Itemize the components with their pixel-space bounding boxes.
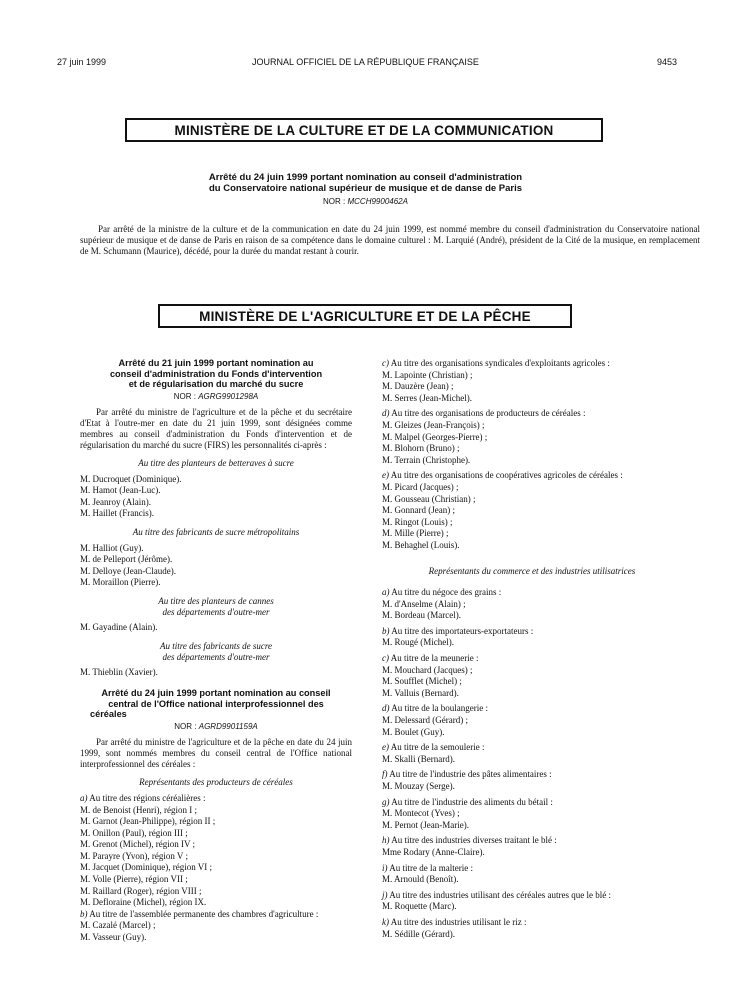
list-item: M. d'Anselme (Alain) ; [382, 598, 466, 609]
firs-group-heading: Au titre des fabricants de sucre métropolitains [132, 527, 300, 538]
left-column [80, 358, 352, 944]
onic-section-c-label [382, 358, 682, 370]
header-date: 27 juin 1999 [57, 57, 107, 67]
section-text: Au titre de la semoulerie : [390, 742, 485, 753]
list-item: M. Parayre (Yvon), région V ; [80, 850, 188, 861]
onic-title-line-3: céréales [90, 709, 127, 720]
commerce-section-label [382, 626, 682, 638]
section-text: Au titre de l'industrie des aliments du bétail : [391, 796, 553, 807]
firs-arrete-title [80, 358, 352, 390]
list-item: M. Lapointe (Christian) ; [382, 369, 473, 380]
commerce-section-label [382, 917, 682, 929]
onic-section-b-label [80, 909, 352, 921]
ministry-agriculture-banner: MINISTÈRE DE L'AGRICULTURE ET DE LA PÊCHE [158, 304, 572, 328]
commerce-section-label [382, 742, 682, 754]
list-item: M. Boulet (Guy). [382, 726, 445, 737]
section-letter: g) [382, 796, 390, 807]
list-item: M. Raillard (Roger), région VIII ; [80, 885, 202, 896]
list-item: M. Terrain (Christophe). [382, 454, 471, 465]
section-letter: j) [382, 889, 388, 900]
firs-title-line-3: et de régularisation du marché du sucre [128, 379, 304, 389]
onic-commerce-heading: Représentants du commerce et des industries utilisatrices [428, 565, 636, 576]
commerce-section-label [382, 863, 682, 875]
section-letter: a) [80, 792, 88, 803]
firs-title-line-2: conseil d'administration du Fonds d'intervention [109, 368, 323, 379]
list-item: M. Pernot (Jean-Marie). [382, 819, 469, 830]
section-letter: e) [382, 742, 389, 753]
list-item: M. Defloraine (Michel), région IX. [80, 897, 207, 908]
commerce-section-label [382, 703, 682, 715]
section-text: Au titre de la boulangerie : [391, 703, 488, 714]
list-item: M. Mouchard (Jacques) ; [382, 664, 473, 675]
list-item: M. Cazalé (Marcel) ; [80, 920, 156, 931]
section-letter: a) [382, 587, 390, 598]
list-item: M. Blohorn (Bruno) ; [382, 443, 460, 454]
culture-nor [0, 197, 731, 206]
onic-title-line-1: Arrêté du 24 juin 1999 portant nomination au conseil [101, 688, 331, 699]
list-item: M. Ringot (Louis) ; [382, 516, 453, 527]
section-letter: d) [382, 408, 390, 419]
section-text: Au titre des régions céréalières : [89, 792, 206, 803]
firs-nor-code: AGRG9901298A [198, 391, 259, 401]
commerce-section-label [382, 797, 682, 809]
culture-title-line-1: Arrêté du 24 juin 1999 portant nomination au conseil d'administration [208, 172, 523, 183]
list-item: M. Mille (Pierre) ; [382, 528, 449, 539]
commerce-section-label [382, 587, 682, 599]
ministry-culture-banner: MINISTÈRE DE LA CULTURE ET DE LA COMMUNICATION [125, 118, 603, 142]
firs-group-heading-line: Au titre des planteurs de cannes [158, 596, 274, 607]
list-item: M. de Benoist (Henri), région I ; [80, 804, 197, 815]
list-item: M. Gleizes (Jean-François) ; [382, 419, 485, 430]
onic-arrete-title [80, 688, 352, 720]
firs-nor-label: NOR : [173, 391, 196, 401]
onic-producers-heading: Représentants des producteurs de céréales [139, 777, 293, 788]
culture-nor-code: MCCH9900462A [347, 197, 408, 206]
list-item: M. Delloye (Jean-Claude). [80, 565, 176, 576]
list-item: M. Arnould (Benoît). [382, 874, 459, 885]
list-item: M. Grenot (Michel), région IV ; [80, 839, 196, 850]
list-item: M. Behaghel (Louis). [382, 539, 460, 550]
list-item: M. Vasseur (Guy). [80, 932, 147, 943]
list-item: M. Serres (Jean-Michel). [382, 392, 472, 403]
onic-commerce-list [382, 587, 682, 940]
list-item: M. Dauzère (Jean) ; [382, 381, 454, 392]
list-item: M. Mouzay (Serge). [382, 781, 455, 791]
onic-title-line-2: central de l'Office national interprofessionnel des [108, 698, 324, 709]
list-item: M. Moraillon (Pierre). [80, 577, 161, 588]
onic-section-a-label [80, 793, 352, 805]
header-journal-title: JOURNAL OFFICIEL DE LA RÉPUBLIQUE FRANÇAISE [252, 57, 479, 67]
section-letter: k) [382, 916, 389, 927]
commerce-section-label [382, 653, 682, 665]
section-text: Au titre des importateurs-exportateurs : [391, 625, 534, 636]
onic-section-e-label [382, 470, 682, 482]
list-item: Mme Rodary (Anne-Claire). [382, 846, 485, 857]
onic-nor-label: NOR : [174, 721, 197, 731]
firs-group-heading [80, 641, 352, 663]
section-letter: h) [382, 835, 390, 846]
section-text: Au titre du négoce des grains : [391, 587, 502, 598]
list-item: M. Volle (Pierre), région VII ; [80, 874, 188, 885]
section-text: Au titre de la malterie : [389, 862, 473, 873]
list-item: M. Jeanroy (Alain). [80, 496, 151, 507]
list-item: M. Onillon (Paul), région III ; [80, 827, 188, 838]
list-item: M. Rougé (Michel). [382, 637, 454, 648]
section-text: Au titre des industries utilisant des céréales autres que le blé : [389, 889, 611, 900]
firs-group-heading-line: des départements d'outre-mer [162, 651, 270, 662]
section-letter: c) [382, 653, 389, 664]
right-column [382, 358, 682, 940]
list-item: M. Roquette (Marc). [382, 901, 457, 912]
culture-nor-label: NOR : [323, 197, 346, 206]
section-text: Au titre de l'industrie des pâtes alimentaires : [389, 769, 552, 780]
section-text: Au titre des organisations de coopératives agricoles de céréales : [390, 470, 623, 481]
section-letter: b) [382, 625, 390, 636]
section-letter: b) [80, 908, 88, 919]
section-text: Au titre des organisations syndicales d'exploitants agricoles : [390, 358, 610, 368]
culture-body: Par arrêté de la ministre de la culture et de la communication en date du 24 juin 1999, est nommé membre du conseil d'administration du Conservatoire national supérieur de musique et de danse de Paris en raison de sa compétence dans le domaine culturel : M. Larquié (André), président de la Cité de la musique, en remplacement de M. Schumann (Maurice), décédé, pour la durée du mandat restant à courir. [80, 224, 700, 256]
list-item: M. Malpel (Georges-Pierre) ; [382, 431, 488, 442]
header-page-number: 9453 [656, 57, 677, 67]
list-item: M. Garnot (Jean-Philippe), région II ; [80, 816, 216, 827]
list-item: M. Ducroquet (Dominique). [80, 473, 182, 484]
firs-group-heading [80, 596, 352, 618]
culture-arrete-title [0, 172, 731, 194]
list-item: M. de Pelleport (Jérôme). [80, 554, 173, 565]
list-item: M. Bordeau (Marcel). [382, 610, 461, 621]
commerce-section-label [382, 890, 682, 902]
firs-group-heading-line: Au titre des fabricants de sucre [159, 640, 273, 651]
firs-group-heading: Au titre des planteurs de betteraves à sucre [138, 458, 294, 469]
list-item: M. Soufflet (Michel) ; [382, 676, 462, 687]
firs-title-line-1: Arrêté du 21 juin 1999 portant nomination au [118, 358, 314, 368]
onic-body: Par arrêté du ministre de l'agriculture et de la pêche en date du 24 juin 1999, sont nommés membres du conseil central de l'Office national interprofessionnel des céréales : [80, 737, 352, 770]
commerce-section-label [382, 835, 682, 847]
section-letter: d) [382, 703, 390, 714]
firs-body: Par arrêté du ministre de l'agriculture et de la pêche et du secrétaire d'Etat à l'outre-mer en date du 21 juin 1999, sont désignées comme membres au conseil d'administration du Fonds d'intervention et de régularisation du marché du sucre (FIRS) les personnalités ci-après : [80, 407, 352, 451]
culture-title-line-2: du Conservatoire national supérieur de musique et de danse de Paris [208, 183, 523, 194]
list-item: M. Delessard (Gérard) ; [382, 715, 468, 726]
section-text: Au titre de l'assemblée permanente des chambres d'agriculture : [89, 908, 319, 919]
list-item: M. Jacquet (Dominique), région VI ; [80, 862, 213, 873]
section-text: Au titre de la meunerie : [390, 653, 479, 664]
section-text: Au titre des industries utilisant le riz : [390, 916, 527, 927]
list-item: M. Gousseau (Christian) ; [382, 493, 476, 504]
list-item: M. Gonnard (Jean) ; [382, 505, 455, 516]
firs-nor [80, 391, 352, 403]
onic-nor-code: AGRD9901159A [198, 721, 258, 731]
list-item: M. Montecot (Yves) ; [382, 808, 460, 819]
commerce-section-label [382, 769, 682, 781]
section-letter: c) [382, 358, 389, 368]
section-letter: i) [382, 862, 388, 873]
onic-nor [80, 721, 352, 733]
list-item: M. Halliot (Guy). [80, 542, 144, 553]
list-item: M. Haillet (Francis). [80, 508, 154, 519]
firs-group-heading-line: des départements d'outre-mer [162, 607, 270, 618]
list-item: M. Thieblin (Xavier). [80, 666, 158, 677]
list-item: M. Skalli (Bernard). [382, 753, 455, 764]
list-item: M. Sédille (Gérard). [382, 928, 455, 939]
section-text: Au titre des industries diverses traitant le blé : [391, 835, 557, 846]
list-item: M. Gayadine (Alain). [80, 622, 158, 633]
section-text: Au titre des organisations de producteurs de céréales : [391, 408, 586, 419]
section-letter: e) [382, 470, 389, 481]
list-item: M. Hamot (Jean-Luc). [80, 485, 161, 496]
list-item: M. Valluis (Bernard). [382, 687, 459, 698]
section-letter: f) [382, 769, 388, 780]
onic-section-d-label [382, 408, 682, 420]
list-item: M. Picard (Jacques) ; [382, 481, 459, 492]
